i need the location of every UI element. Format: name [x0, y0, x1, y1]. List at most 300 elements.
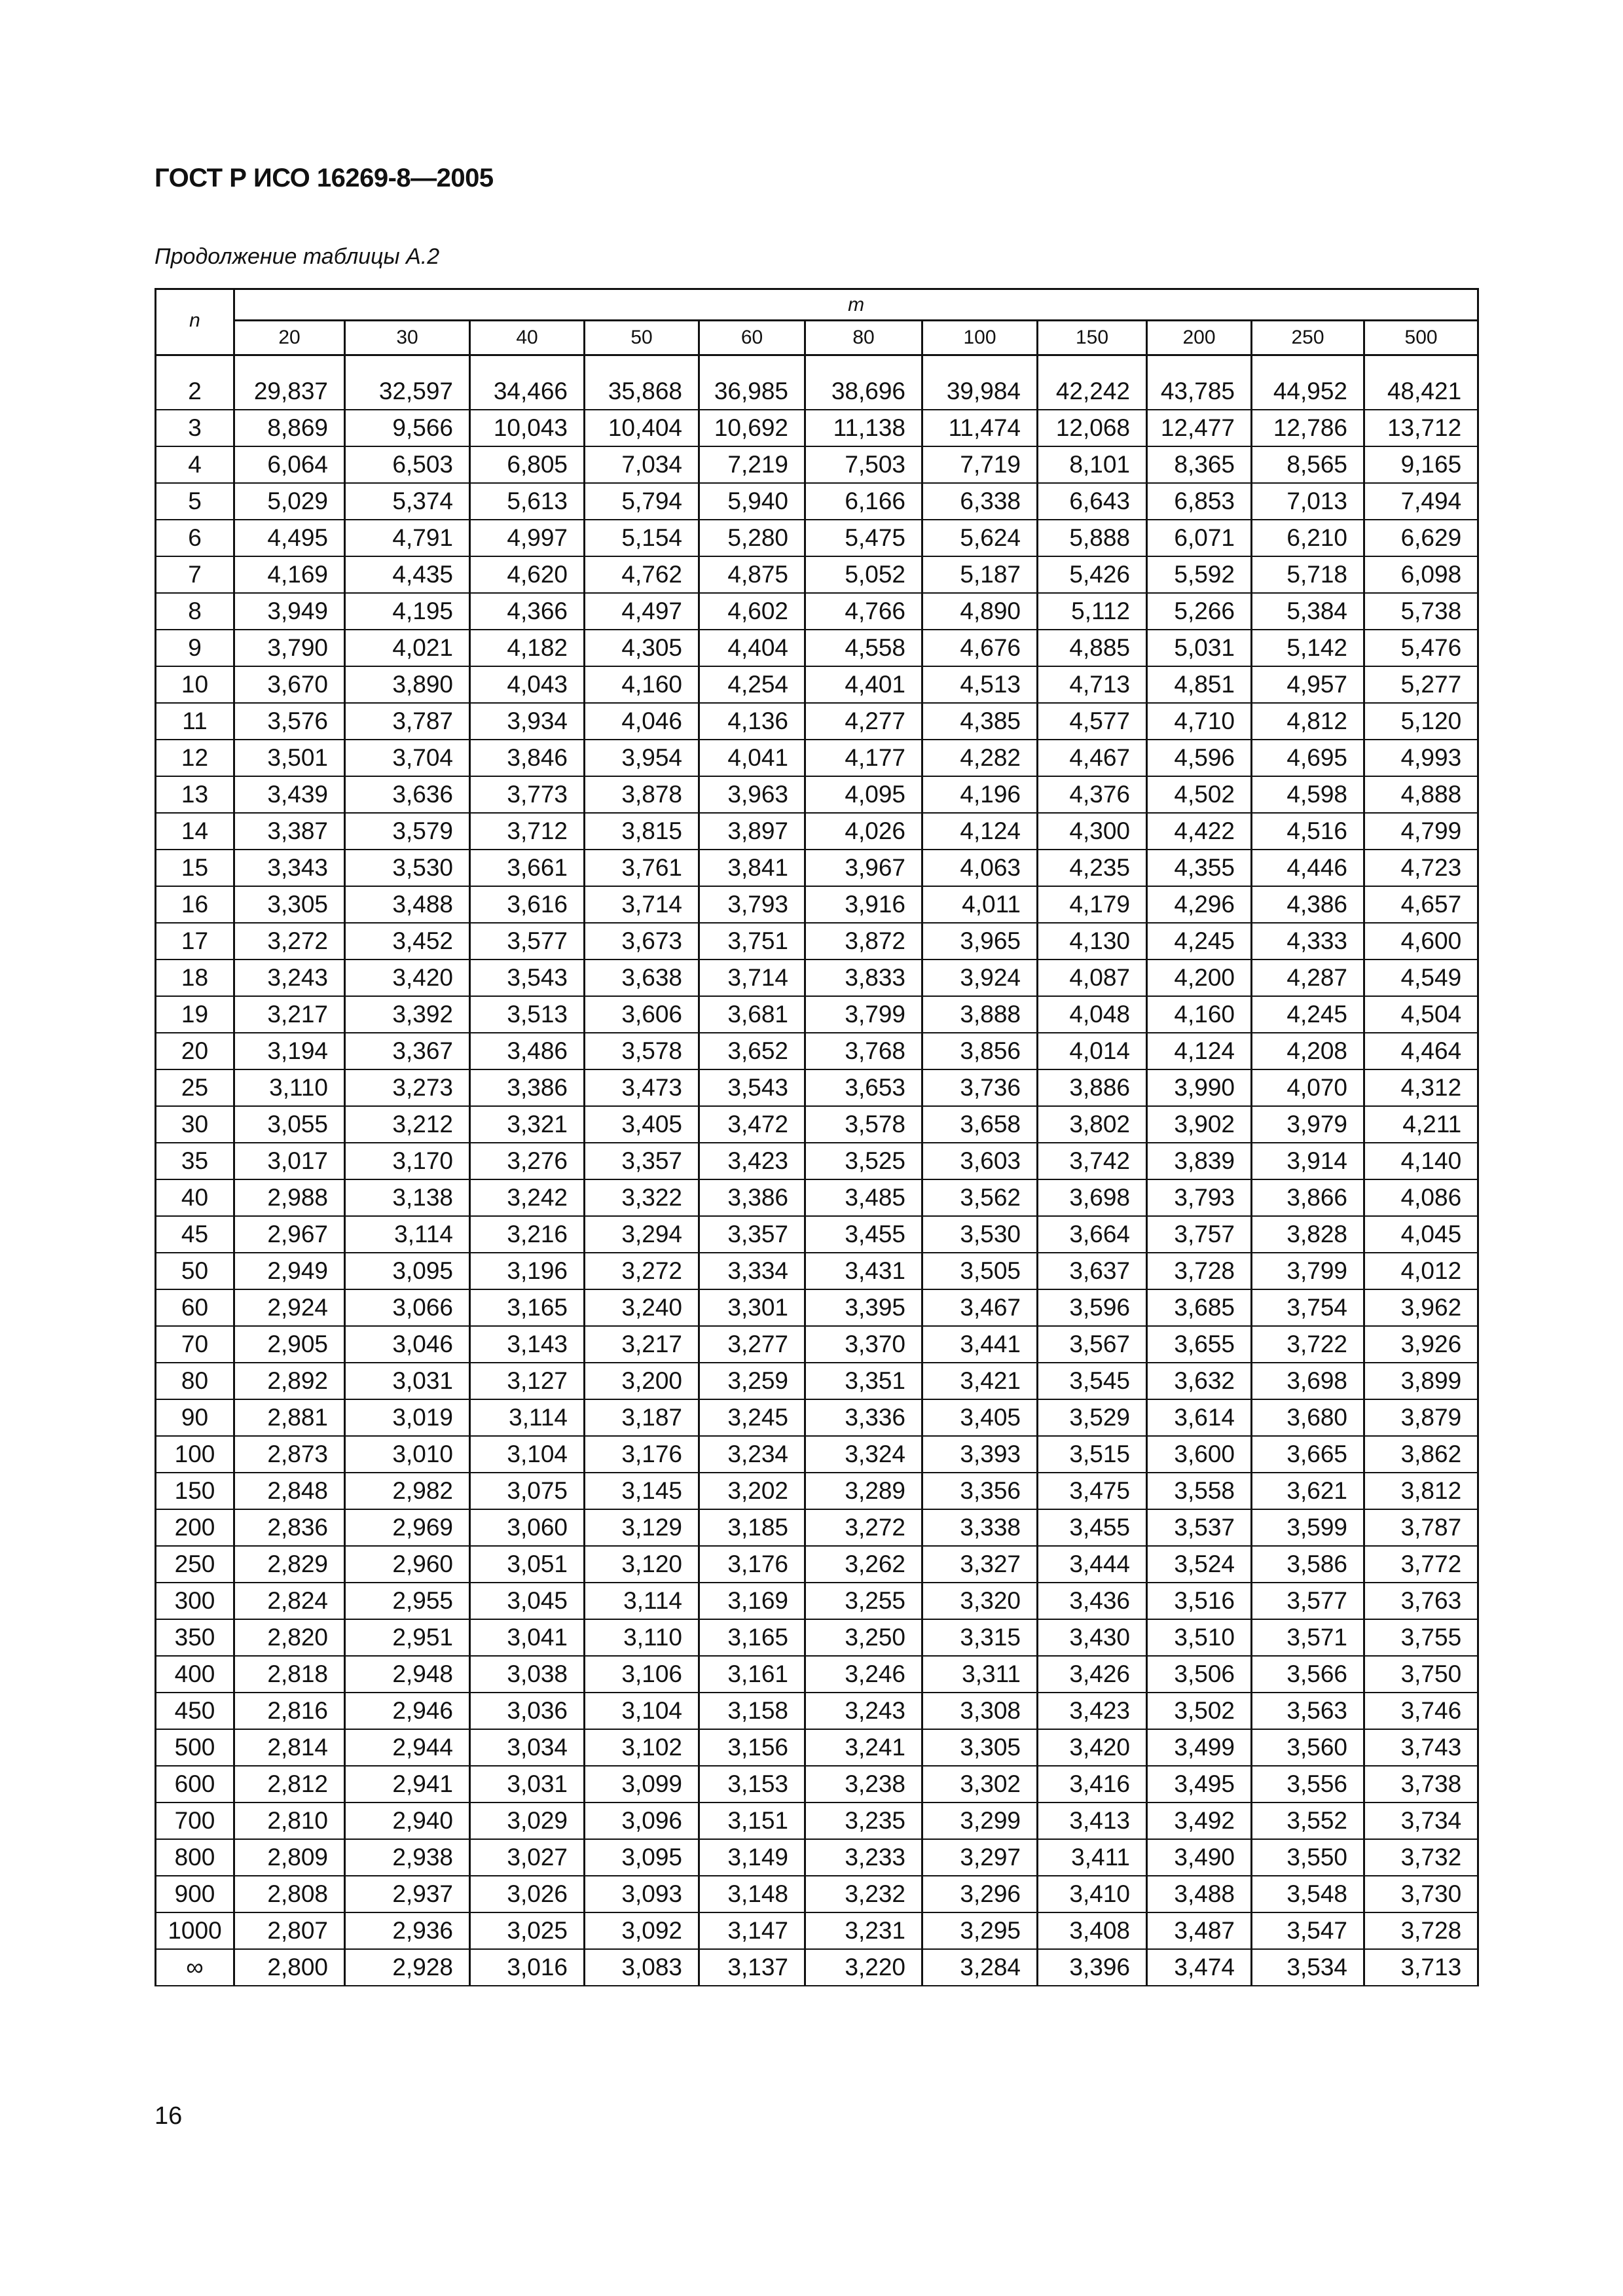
table-cell: 3,746 [1364, 1693, 1478, 1729]
table-cell: 5,384 [1252, 593, 1364, 630]
table-cell: 3,473 [585, 1069, 699, 1106]
table-cell: 3,294 [585, 1216, 699, 1253]
table-cell: 4,177 [805, 740, 922, 776]
table-cell: 13,712 [1364, 410, 1478, 446]
table-cell: 7,494 [1364, 483, 1478, 520]
table-cell: 4,890 [922, 593, 1038, 630]
table-cell: 4,124 [922, 813, 1038, 850]
row-label-n: 40 [156, 1179, 234, 1216]
table-cell: 3,093 [585, 1876, 699, 1912]
table-cell: 4,791 [345, 520, 470, 556]
table-cell: 3,815 [585, 813, 699, 850]
column-header: 150 [1038, 321, 1147, 355]
row-label-n: 18 [156, 960, 234, 996]
table-cell: 3,606 [585, 996, 699, 1033]
table-cell: 3,965 [922, 923, 1038, 960]
table-cell: 3,143 [470, 1326, 585, 1363]
table-cell: 3,408 [1038, 1912, 1147, 1949]
table-cell: 3,231 [805, 1912, 922, 1949]
row-label-n: 600 [156, 1766, 234, 1803]
table-cell: 3,114 [585, 1583, 699, 1619]
column-header: 80 [805, 321, 922, 355]
table-cell: 8,565 [1252, 446, 1364, 483]
table-cell: 3,127 [470, 1363, 585, 1399]
table-cell: 3,586 [1252, 1546, 1364, 1583]
table-cell: 3,562 [922, 1179, 1038, 1216]
table-cell: 3,138 [345, 1179, 470, 1216]
table-cell: 3,637 [1038, 1253, 1147, 1289]
table-cell: 8,101 [1038, 446, 1147, 483]
table-cell: 36,985 [699, 374, 805, 410]
table-cell: 4,723 [1364, 850, 1478, 886]
table-cell: 2,946 [345, 1693, 470, 1729]
table-cell: 4,467 [1038, 740, 1147, 776]
column-group-header-m: m [234, 289, 1478, 321]
table-cell: 3,034 [470, 1729, 585, 1766]
table-row [156, 850, 1478, 886]
table-cell: 3,276 [470, 1143, 585, 1179]
table-cell: 4,464 [1364, 1033, 1478, 1069]
table-cell: 3,878 [585, 776, 699, 813]
table-cell: 3,386 [470, 1069, 585, 1106]
table-cell: 3,405 [922, 1399, 1038, 1436]
table-cell: 3,305 [922, 1729, 1038, 1766]
table-cell: 6,166 [805, 483, 922, 520]
table-row [156, 666, 1478, 703]
table-cell: 3,492 [1147, 1803, 1252, 1839]
table-cell: 3,793 [699, 886, 805, 923]
table-cell: 4,888 [1364, 776, 1478, 813]
table-cell: 3,742 [1038, 1143, 1147, 1179]
table-cell: 4,513 [922, 666, 1038, 703]
row-label-n: 45 [156, 1216, 234, 1253]
table-cell: 5,029 [234, 483, 345, 520]
row-label-n: 70 [156, 1326, 234, 1363]
table-cell: 3,681 [699, 996, 805, 1033]
table-cell: 3,273 [345, 1069, 470, 1106]
table-cell: 4,211 [1364, 1106, 1478, 1143]
table-cell: 3,356 [922, 1473, 1038, 1509]
row-label-n: 900 [156, 1876, 234, 1912]
table-cell: 3,743 [1364, 1729, 1478, 1766]
table-cell: 3,176 [699, 1546, 805, 1583]
table-row [156, 1912, 1478, 1949]
table-cell: 5,794 [585, 483, 699, 520]
table-cell: 4,600 [1364, 923, 1478, 960]
table-cell: 3,145 [585, 1473, 699, 1509]
table-cell: 4,245 [1252, 996, 1364, 1033]
table-cell: 3,812 [1364, 1473, 1478, 1509]
table-cell: 4,021 [345, 630, 470, 666]
table-row [156, 1473, 1478, 1509]
table-cell: 3,578 [585, 1033, 699, 1069]
row-label-n: 50 [156, 1253, 234, 1289]
row-label-n: 14 [156, 813, 234, 850]
table-cell: 3,638 [585, 960, 699, 996]
table-cell: 3,343 [234, 850, 345, 886]
table-cell: 2,937 [345, 1876, 470, 1912]
table-cell: 4,140 [1364, 1143, 1478, 1179]
table-cell: 3,114 [345, 1216, 470, 1253]
column-header: 60 [699, 321, 805, 355]
table-cell: 3,537 [1147, 1509, 1252, 1546]
table-cell: 3,120 [585, 1546, 699, 1583]
table-row [156, 410, 1478, 446]
table-cell: 3,914 [1252, 1143, 1364, 1179]
row-label-n: 9 [156, 630, 234, 666]
table-cell: 6,098 [1364, 556, 1478, 593]
table-cell: 34,466 [470, 374, 585, 410]
table-cell: 6,064 [234, 446, 345, 483]
table-cell: 7,219 [699, 446, 805, 483]
table-cell: 4,713 [1038, 666, 1147, 703]
table-cell: 5,624 [922, 520, 1038, 556]
table-cell: 38,696 [805, 374, 922, 410]
row-label-n: 300 [156, 1583, 234, 1619]
table-cell: 5,426 [1038, 556, 1147, 593]
table-cell: 5,374 [345, 483, 470, 520]
table-cell: 3,200 [585, 1363, 699, 1399]
table-cell: 3,296 [922, 1876, 1038, 1912]
table-cell: 3,238 [805, 1766, 922, 1803]
row-label-n: 10 [156, 666, 234, 703]
table-cell: 3,357 [585, 1143, 699, 1179]
table-cell: 3,579 [345, 813, 470, 850]
table-cell: 3,027 [470, 1839, 585, 1876]
table-cell: 3,714 [585, 886, 699, 923]
table-cell: 4,376 [1038, 776, 1147, 813]
table-row [156, 483, 1478, 520]
table-cell: 3,320 [922, 1583, 1038, 1619]
table-cell: 4,620 [470, 556, 585, 593]
column-header: 250 [1252, 321, 1364, 355]
table-cell: 3,170 [345, 1143, 470, 1179]
table-cell: 4,657 [1364, 886, 1478, 923]
table-cell: 3,420 [1038, 1729, 1147, 1766]
table-cell: 5,888 [1038, 520, 1147, 556]
table-cell: 3,243 [805, 1693, 922, 1729]
table-cell: 3,841 [699, 850, 805, 886]
table-cell: 3,413 [1038, 1803, 1147, 1839]
table-cell: 3,506 [1147, 1656, 1252, 1693]
row-label-n: 17 [156, 923, 234, 960]
table-cell: 4,182 [470, 630, 585, 666]
table-cell: 4,043 [470, 666, 585, 703]
table-cell: 3,967 [805, 850, 922, 886]
table-cell: 3,698 [1038, 1179, 1147, 1216]
table-cell: 3,092 [585, 1912, 699, 1949]
table-cell: 3,148 [699, 1876, 805, 1912]
table-cell: 12,477 [1147, 410, 1252, 446]
table-cell: 3,661 [470, 850, 585, 886]
table-cell: 2,940 [345, 1803, 470, 1839]
table-cell: 3,411 [1038, 1839, 1147, 1876]
table-cell: 3,730 [1364, 1876, 1478, 1912]
table-cell: 3,311 [922, 1656, 1038, 1693]
table-cell: 3,295 [922, 1912, 1038, 1949]
table-cell: 3,704 [345, 740, 470, 776]
table-cell: 3,547 [1252, 1912, 1364, 1949]
table-cell: 3,728 [1147, 1253, 1252, 1289]
row-label-n: ∞ [156, 1949, 234, 1986]
table-cell: 3,990 [1147, 1069, 1252, 1106]
table-cell: 3,242 [470, 1179, 585, 1216]
table-cell: 4,812 [1252, 703, 1364, 740]
table-cell: 3,963 [699, 776, 805, 813]
table-cell: 4,235 [1038, 850, 1147, 886]
table-cell: 44,952 [1252, 374, 1364, 410]
table-cell: 3,545 [1038, 1363, 1147, 1399]
table-cell: 4,254 [699, 666, 805, 703]
table-cell: 6,643 [1038, 483, 1147, 520]
table-cell: 3,621 [1252, 1473, 1364, 1509]
row-header-n: n [156, 289, 234, 355]
table-cell: 3,217 [585, 1326, 699, 1363]
table-cell: 2,814 [234, 1729, 345, 1766]
table-cell: 6,805 [470, 446, 585, 483]
table-cell: 4,086 [1364, 1179, 1478, 1216]
table-row [156, 886, 1478, 923]
table-body [156, 355, 1478, 1986]
table-cell: 2,924 [234, 1289, 345, 1326]
table-cell: 10,692 [699, 410, 805, 446]
table-cell: 3,534 [1252, 1949, 1364, 1986]
row-label-n: 60 [156, 1289, 234, 1326]
table-cell: 4,014 [1038, 1033, 1147, 1069]
table-cell: 3,934 [470, 703, 585, 740]
table-cell: 6,071 [1147, 520, 1252, 556]
table-cell: 4,041 [699, 740, 805, 776]
table-cell: 3,212 [345, 1106, 470, 1143]
table-cell: 3,284 [922, 1949, 1038, 1986]
table-cell: 3,250 [805, 1619, 922, 1656]
table-cell: 4,676 [922, 630, 1038, 666]
table-cell: 3,488 [345, 886, 470, 923]
table-cell: 4,875 [699, 556, 805, 593]
table-row [156, 1069, 1478, 1106]
table-cell: 3,525 [805, 1143, 922, 1179]
table-cell: 3,233 [805, 1839, 922, 1876]
table-cell: 4,446 [1252, 850, 1364, 886]
table-cell: 3,712 [470, 813, 585, 850]
table-cell: 3,772 [1364, 1546, 1478, 1583]
table-cell: 3,924 [922, 960, 1038, 996]
table-cell: 3,114 [470, 1399, 585, 1436]
table-cell: 3,510 [1147, 1619, 1252, 1656]
table-cell: 3,025 [470, 1912, 585, 1949]
table-cell: 3,334 [699, 1253, 805, 1289]
table-cell: 4,208 [1252, 1033, 1364, 1069]
table-cell: 3,872 [805, 923, 922, 960]
table-cell: 3,441 [922, 1326, 1038, 1363]
row-label-n: 250 [156, 1546, 234, 1583]
table-cell: 3,897 [699, 813, 805, 850]
table-cell: 3,486 [470, 1033, 585, 1069]
table-cell: 8,869 [234, 410, 345, 446]
table-cell: 5,187 [922, 556, 1038, 593]
table-row [156, 1509, 1478, 1546]
row-label-n: 6 [156, 520, 234, 556]
row-label-n: 2 [156, 374, 234, 410]
table-row [156, 703, 1478, 740]
table-row [156, 1546, 1478, 1583]
table-cell: 3,558 [1147, 1473, 1252, 1509]
table-cell: 3,722 [1252, 1326, 1364, 1363]
table-cell: 3,421 [922, 1363, 1038, 1399]
table-cell: 3,151 [699, 1803, 805, 1839]
table-cell: 3,879 [1364, 1399, 1478, 1436]
table-cell: 4,695 [1252, 740, 1364, 776]
column-header: 50 [585, 321, 699, 355]
table-cell: 3,833 [805, 960, 922, 996]
table-cell: 3,255 [805, 1583, 922, 1619]
table-cell: 3,979 [1252, 1106, 1364, 1143]
row-label-n: 100 [156, 1436, 234, 1473]
table-row [156, 813, 1478, 850]
table-cell: 3,232 [805, 1876, 922, 1912]
table-cell: 3,357 [699, 1216, 805, 1253]
table-cell: 4,296 [1147, 886, 1252, 923]
table-row [156, 1253, 1478, 1289]
table-cell: 4,160 [585, 666, 699, 703]
table-cell: 4,300 [1038, 813, 1147, 850]
table-cell: 3,272 [234, 923, 345, 960]
row-label-n: 30 [156, 1106, 234, 1143]
table-cell: 3,165 [470, 1289, 585, 1326]
table-cell: 3,665 [1252, 1436, 1364, 1473]
table-cell: 3,187 [585, 1399, 699, 1436]
table-cell: 4,282 [922, 740, 1038, 776]
table-cell: 3,010 [345, 1436, 470, 1473]
table-cell: 3,862 [1364, 1436, 1478, 1473]
table-cell: 5,475 [805, 520, 922, 556]
table-cell: 4,502 [1147, 776, 1252, 813]
table-cell: 3,658 [922, 1106, 1038, 1143]
table-cell: 2,949 [234, 1253, 345, 1289]
table-cell: 3,029 [470, 1803, 585, 1839]
table-cell: 3,571 [1252, 1619, 1364, 1656]
table-row [156, 446, 1478, 483]
table-cell: 4,070 [1252, 1069, 1364, 1106]
table-cell: 3,552 [1252, 1803, 1364, 1839]
table-cell: 3,763 [1364, 1583, 1478, 1619]
data-table [155, 288, 1479, 1986]
row-label-n: 12 [156, 740, 234, 776]
table-row [156, 1693, 1478, 1729]
table-cell: 3,475 [1038, 1473, 1147, 1509]
row-label-n: 500 [156, 1729, 234, 1766]
table-cell: 3,051 [470, 1546, 585, 1583]
table-cell: 5,052 [805, 556, 922, 593]
table-cell: 3,802 [1038, 1106, 1147, 1143]
table-row [156, 1033, 1478, 1069]
table-cell: 3,420 [345, 960, 470, 996]
table-cell: 3,505 [922, 1253, 1038, 1289]
table-cell: 3,430 [1038, 1619, 1147, 1656]
table-cell: 3,026 [470, 1876, 585, 1912]
table-row [156, 1216, 1478, 1253]
table-row [156, 996, 1478, 1033]
spacer-cell [234, 355, 345, 374]
table-cell: 7,503 [805, 446, 922, 483]
row-label-n: 700 [156, 1803, 234, 1839]
table-cell: 2,948 [345, 1656, 470, 1693]
table-cell: 2,941 [345, 1766, 470, 1803]
table-cell: 3,636 [345, 776, 470, 813]
table-cell: 3,246 [805, 1656, 922, 1693]
table-row [156, 593, 1478, 630]
spacer-cell [922, 355, 1038, 374]
table-cell: 4,577 [1038, 703, 1147, 740]
table-cell: 3,799 [805, 996, 922, 1033]
table-cell: 3,616 [470, 886, 585, 923]
table-cell: 3,596 [1038, 1289, 1147, 1326]
table-cell: 3,567 [1038, 1326, 1147, 1363]
table-cell: 2,960 [345, 1546, 470, 1583]
table-cell: 3,102 [585, 1729, 699, 1766]
table-cell: 3,761 [585, 850, 699, 886]
table-cell: 4,993 [1364, 740, 1478, 776]
row-label-n: 200 [156, 1509, 234, 1546]
table-cell: 2,836 [234, 1509, 345, 1546]
table-cell: 3,734 [1364, 1803, 1478, 1839]
table-row [156, 776, 1478, 813]
table-cell: 3,220 [805, 1949, 922, 1986]
table-cell: 3,698 [1252, 1363, 1364, 1399]
table-cell: 3,954 [585, 740, 699, 776]
row-label-n: 7 [156, 556, 234, 593]
table-row [156, 1399, 1478, 1436]
table-cell: 3,217 [234, 996, 345, 1033]
table-cell: 3,395 [805, 1289, 922, 1326]
table-cell: 3,041 [470, 1619, 585, 1656]
table-cell: 3,016 [470, 1949, 585, 1986]
row-label-n: 15 [156, 850, 234, 886]
table-cell: 2,800 [234, 1949, 345, 1986]
header-row-columns [156, 321, 1478, 355]
table-cell: 3,926 [1364, 1326, 1478, 1363]
table-cell: 3,886 [1038, 1069, 1147, 1106]
table-row [156, 630, 1478, 666]
table-row [156, 1363, 1478, 1399]
table-cell: 3,856 [922, 1033, 1038, 1069]
table-cell: 3,436 [1038, 1583, 1147, 1619]
table-cell: 3,096 [585, 1803, 699, 1839]
table-cell: 3,728 [1364, 1912, 1478, 1949]
table-cell: 3,104 [585, 1693, 699, 1729]
table-row [156, 1326, 1478, 1363]
table-cell: 4,495 [234, 520, 345, 556]
column-header: 20 [234, 321, 345, 355]
table-cell: 3,556 [1252, 1766, 1364, 1803]
table-cell: 3,060 [470, 1509, 585, 1546]
table-cell: 3,916 [805, 886, 922, 923]
table-cell: 3,129 [585, 1509, 699, 1546]
table-cell: 2,820 [234, 1619, 345, 1656]
table-cell: 3,367 [345, 1033, 470, 1069]
table-cell: 3,241 [805, 1729, 922, 1766]
table-cell: 3,755 [1364, 1619, 1478, 1656]
table-cell: 4,048 [1038, 996, 1147, 1033]
table-cell: 3,787 [1364, 1509, 1478, 1546]
table-row [156, 1839, 1478, 1876]
table-cell: 3,423 [1038, 1693, 1147, 1729]
table-cell: 35,868 [585, 374, 699, 410]
table-cell: 3,196 [470, 1253, 585, 1289]
table-spacer-row [156, 355, 1478, 374]
table-cell: 3,888 [922, 996, 1038, 1033]
table-cell: 2,988 [234, 1179, 345, 1216]
